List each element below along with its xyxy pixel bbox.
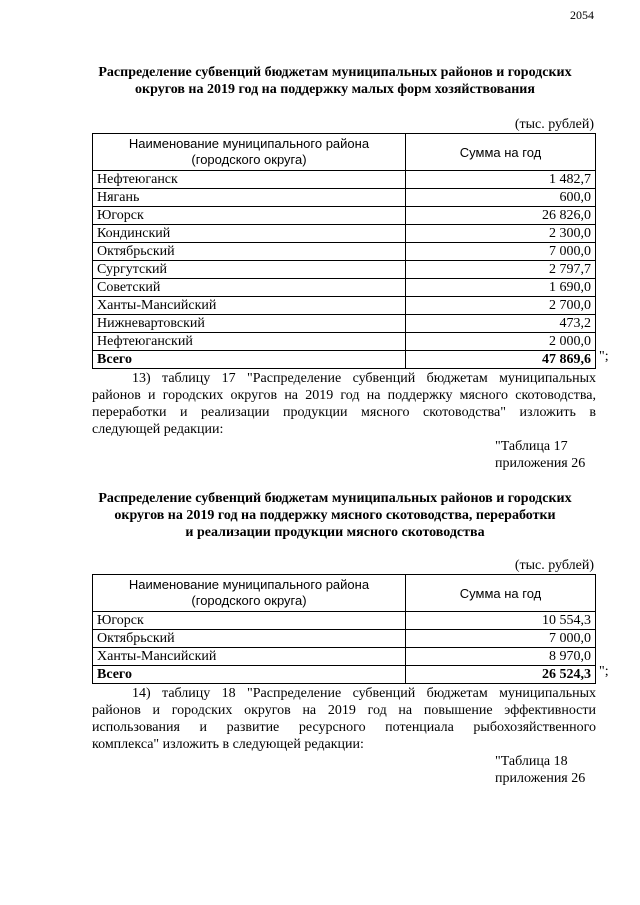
para-line: переработки и реализации продукции мясного скотоводства" изложить в <box>92 405 596 420</box>
district-name: Советский <box>93 279 406 297</box>
table16 <box>92 133 596 369</box>
paragraph-13 <box>92 370 596 438</box>
district-name: Ханты-Мансийский <box>93 297 406 315</box>
header-line: Наименование муниципального района <box>128 136 370 151</box>
para-line: использования и развитие ресурсного потенциала рыбохозяйственного <box>92 720 596 735</box>
table-row <box>93 171 596 189</box>
para-line: 14) таблицу 18 "Распределение субвенций бюджетам муниципальных <box>132 686 596 701</box>
amount-value: 1 690,0 <box>406 279 596 297</box>
ref-line: "Таблица 17 <box>495 439 568 454</box>
district-name: Нижневартовский <box>93 315 406 333</box>
table-row <box>93 207 596 225</box>
district-name: Нягань <box>93 189 406 207</box>
total-value: 26 524,3 <box>406 666 596 684</box>
table-row <box>93 333 596 351</box>
title-line: округов на 2019 год на поддержку мясного скотоводства, переработки <box>114 508 556 523</box>
table16-title <box>70 64 600 98</box>
closing-quote: "; <box>599 349 609 364</box>
amount-value: 600,0 <box>406 189 596 207</box>
paragraph-14 <box>92 685 596 753</box>
header-line: (городского округа) <box>191 152 307 167</box>
table-row <box>93 243 596 261</box>
amount-value: 8 970,0 <box>406 648 596 666</box>
total-label: Всего <box>93 351 406 369</box>
amount-value: 2 000,0 <box>406 333 596 351</box>
amount-value: 1 482,7 <box>406 171 596 189</box>
table17 <box>92 574 596 684</box>
table-row <box>93 315 596 333</box>
para-line: 13) таблицу 17 "Распределение субвенций бюджетам муниципальных <box>132 371 596 386</box>
sum-column-header: Сумма на год <box>406 575 596 612</box>
para-line: следующей редакции: <box>92 422 224 437</box>
sum-column-header: Сумма на год <box>406 134 596 171</box>
ref-line: приложения 26 <box>495 771 586 786</box>
table-row <box>93 630 596 648</box>
page-number: 2054 <box>570 8 594 22</box>
ref-line: "Таблица 18 <box>495 754 568 769</box>
table17-body <box>93 612 596 666</box>
table-row <box>93 612 596 630</box>
table17-title <box>70 490 600 541</box>
amount-value: 473,2 <box>406 315 596 333</box>
amount-value: 26 826,0 <box>406 207 596 225</box>
units-label: (тыс. рублей) <box>514 558 594 573</box>
total-label: Всего <box>93 666 406 684</box>
district-name: Октябрьский <box>93 630 406 648</box>
title-line: Распределение субвенций бюджетам муниципальных районов и городских <box>98 65 572 80</box>
district-name: Сургутский <box>93 261 406 279</box>
para-line: районов и городских округов на 2019 год на повышение эффективности <box>92 703 596 718</box>
amount-value: 2 797,7 <box>406 261 596 279</box>
closing-quote: "; <box>599 664 609 679</box>
table-row <box>93 279 596 297</box>
amount-value: 10 554,3 <box>406 612 596 630</box>
ref-line: приложения 26 <box>495 456 586 471</box>
district-name: Нефтеюганск <box>93 171 406 189</box>
amount-value: 2 300,0 <box>406 225 596 243</box>
table17-reference <box>495 438 585 472</box>
title-line: Распределение субвенций бюджетам муниципальных районов и городских <box>98 491 572 506</box>
amount-value: 7 000,0 <box>406 243 596 261</box>
district-name: Нефтеюганский <box>93 333 406 351</box>
units-label: (тыс. рублей) <box>514 117 594 132</box>
name-column-header <box>93 575 406 612</box>
table-row <box>93 648 596 666</box>
title-line: округов на 2019 год на поддержку малых форм хозяйствования <box>135 82 535 97</box>
para-line: районов и городских округов на 2019 год на поддержку мясного скотоводства, <box>92 388 596 403</box>
table-row <box>93 261 596 279</box>
table-header-row <box>93 575 596 612</box>
district-name: Октябрьский <box>93 243 406 261</box>
table-row <box>93 225 596 243</box>
table18-reference <box>495 753 585 787</box>
amount-value: 2 700,0 <box>406 297 596 315</box>
total-row <box>93 351 596 369</box>
table-header-row <box>93 134 596 171</box>
name-column-header <box>93 134 406 171</box>
amount-value: 7 000,0 <box>406 630 596 648</box>
total-row <box>93 666 596 684</box>
table-row <box>93 189 596 207</box>
district-name: Югорск <box>93 612 406 630</box>
table-row <box>93 297 596 315</box>
district-name: Кондинский <box>93 225 406 243</box>
header-line: (городского округа) <box>191 593 307 608</box>
header-line: Наименование муниципального района <box>128 577 370 592</box>
district-name: Югорск <box>93 207 406 225</box>
table16-body <box>93 171 596 351</box>
para-line: комплекса" изложить в следующей редакции: <box>92 737 364 752</box>
total-value: 47 869,6 <box>406 351 596 369</box>
title-line: и реализации продукции мясного скотоводства <box>185 525 485 540</box>
district-name: Ханты-Мансийский <box>93 648 406 666</box>
